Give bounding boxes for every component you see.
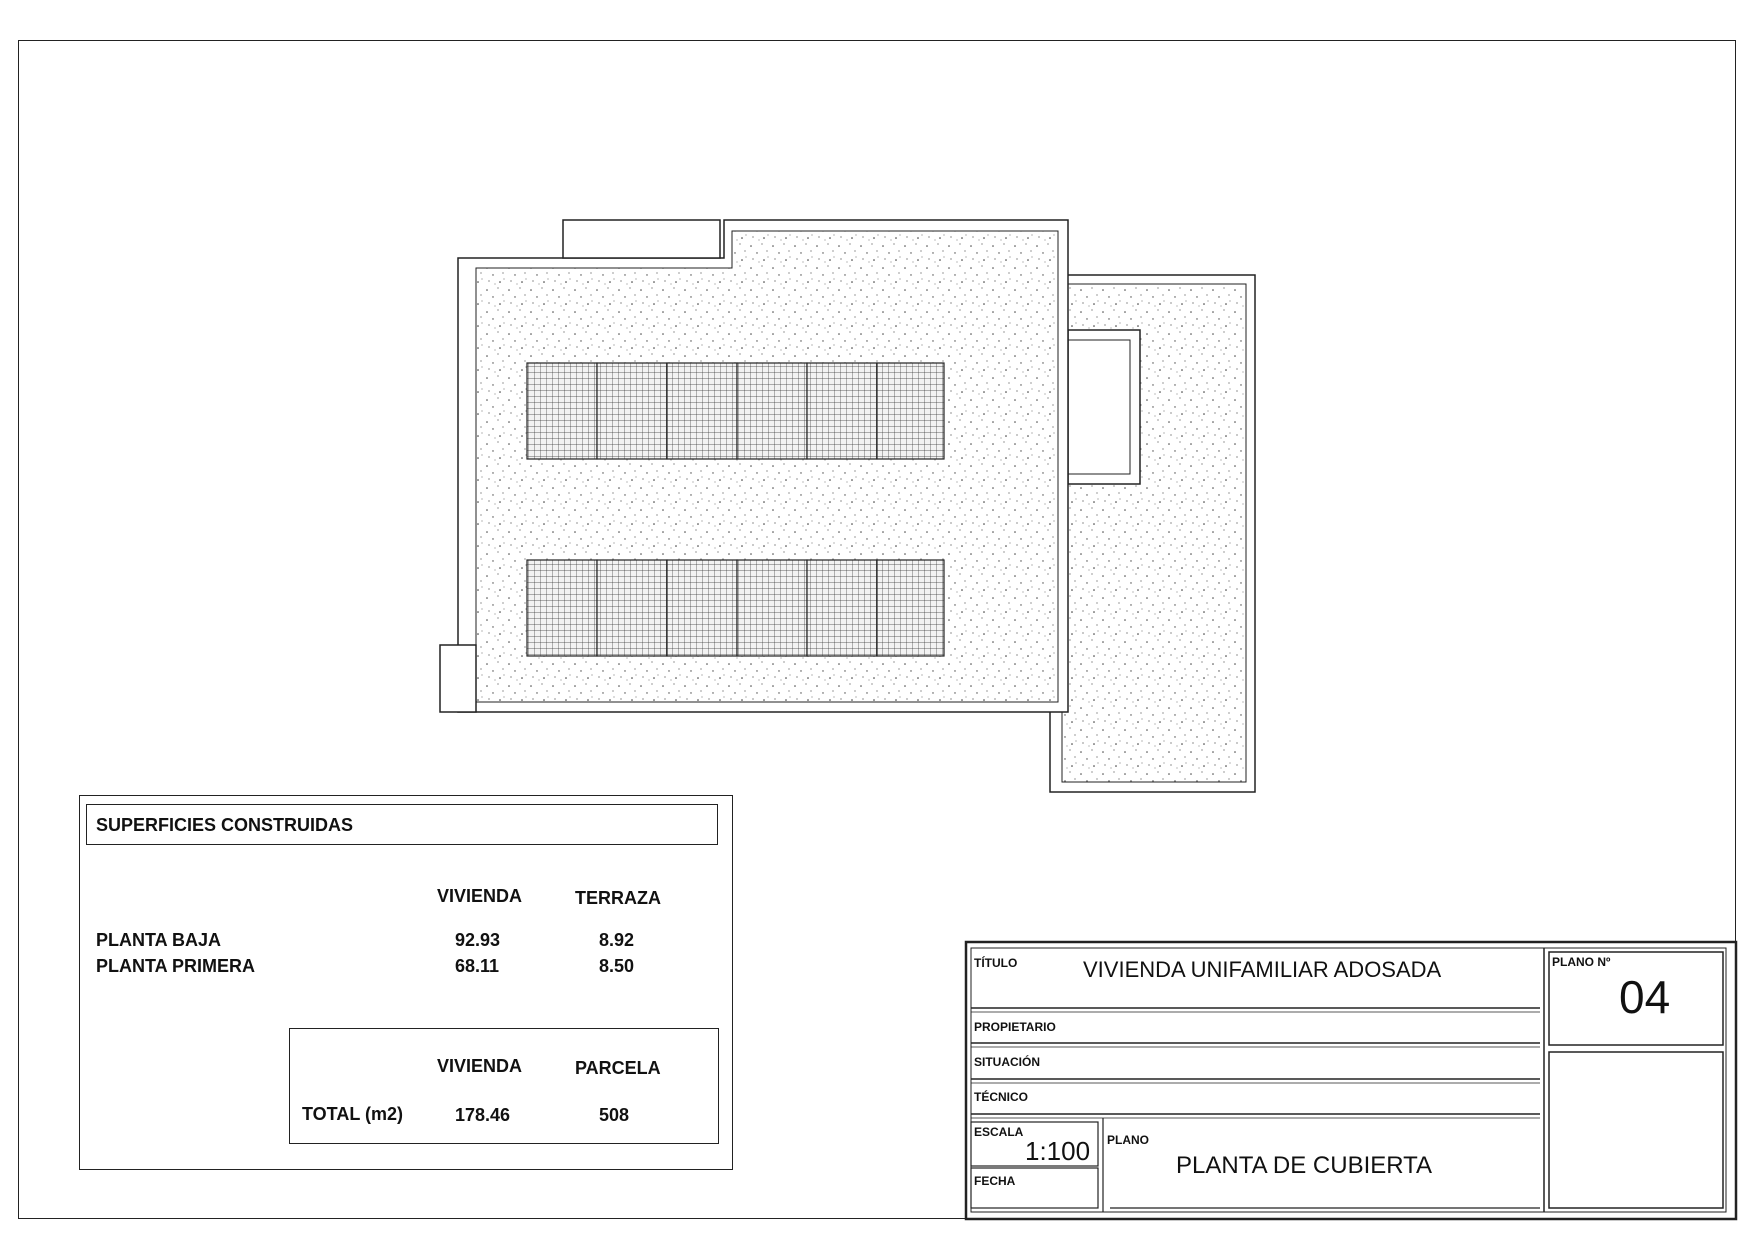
escala-value: 1:100 [1025,1136,1091,1166]
totals-parcela-value: 508 [599,1105,630,1125]
row-label: PLANTA PRIMERA [96,956,255,976]
tecnico-label: TÉCNICO [974,1090,1028,1104]
row-vivienda-value: 92.93 [455,930,501,950]
totals-label: TOTAL (m2) [302,1104,404,1124]
row-vivienda-value: 68.11 [455,956,500,976]
plano-no-label: PLANO Nº [1552,955,1611,969]
titulo-value: VIVIENDA UNIFAMILIAR ADOSADA [1083,957,1442,982]
titulo-label: TÍTULO [974,956,1018,970]
row-terraza-value: 8.50 [599,956,635,976]
escala-label: ESCALA [974,1125,1024,1139]
row-label: PLANTA BAJA [96,930,221,950]
plano-label: PLANO [1107,1133,1149,1147]
totals-col-parcela: PARCELA [575,1058,661,1078]
plano-value: PLANTA DE CUBIERTA [1176,1152,1433,1179]
totals-col-vivienda: VIVIENDA [437,1056,523,1076]
plano-no-value: 04 [1619,971,1671,1023]
surfaces-table-title: SUPERFICIES CONSTRUIDAS [96,815,354,835]
totals-vivienda-value: 178.46 [455,1105,511,1125]
situacion-label: SITUACIÓN [974,1055,1040,1069]
col-header-terraza: TERRAZA [575,888,661,908]
fecha-label: FECHA [974,1174,1016,1188]
col-header-vivienda: VIVIENDA [437,886,523,906]
row-terraza-value: 8.92 [599,930,635,950]
propietario-label: PROPIETARIO [974,1020,1056,1034]
